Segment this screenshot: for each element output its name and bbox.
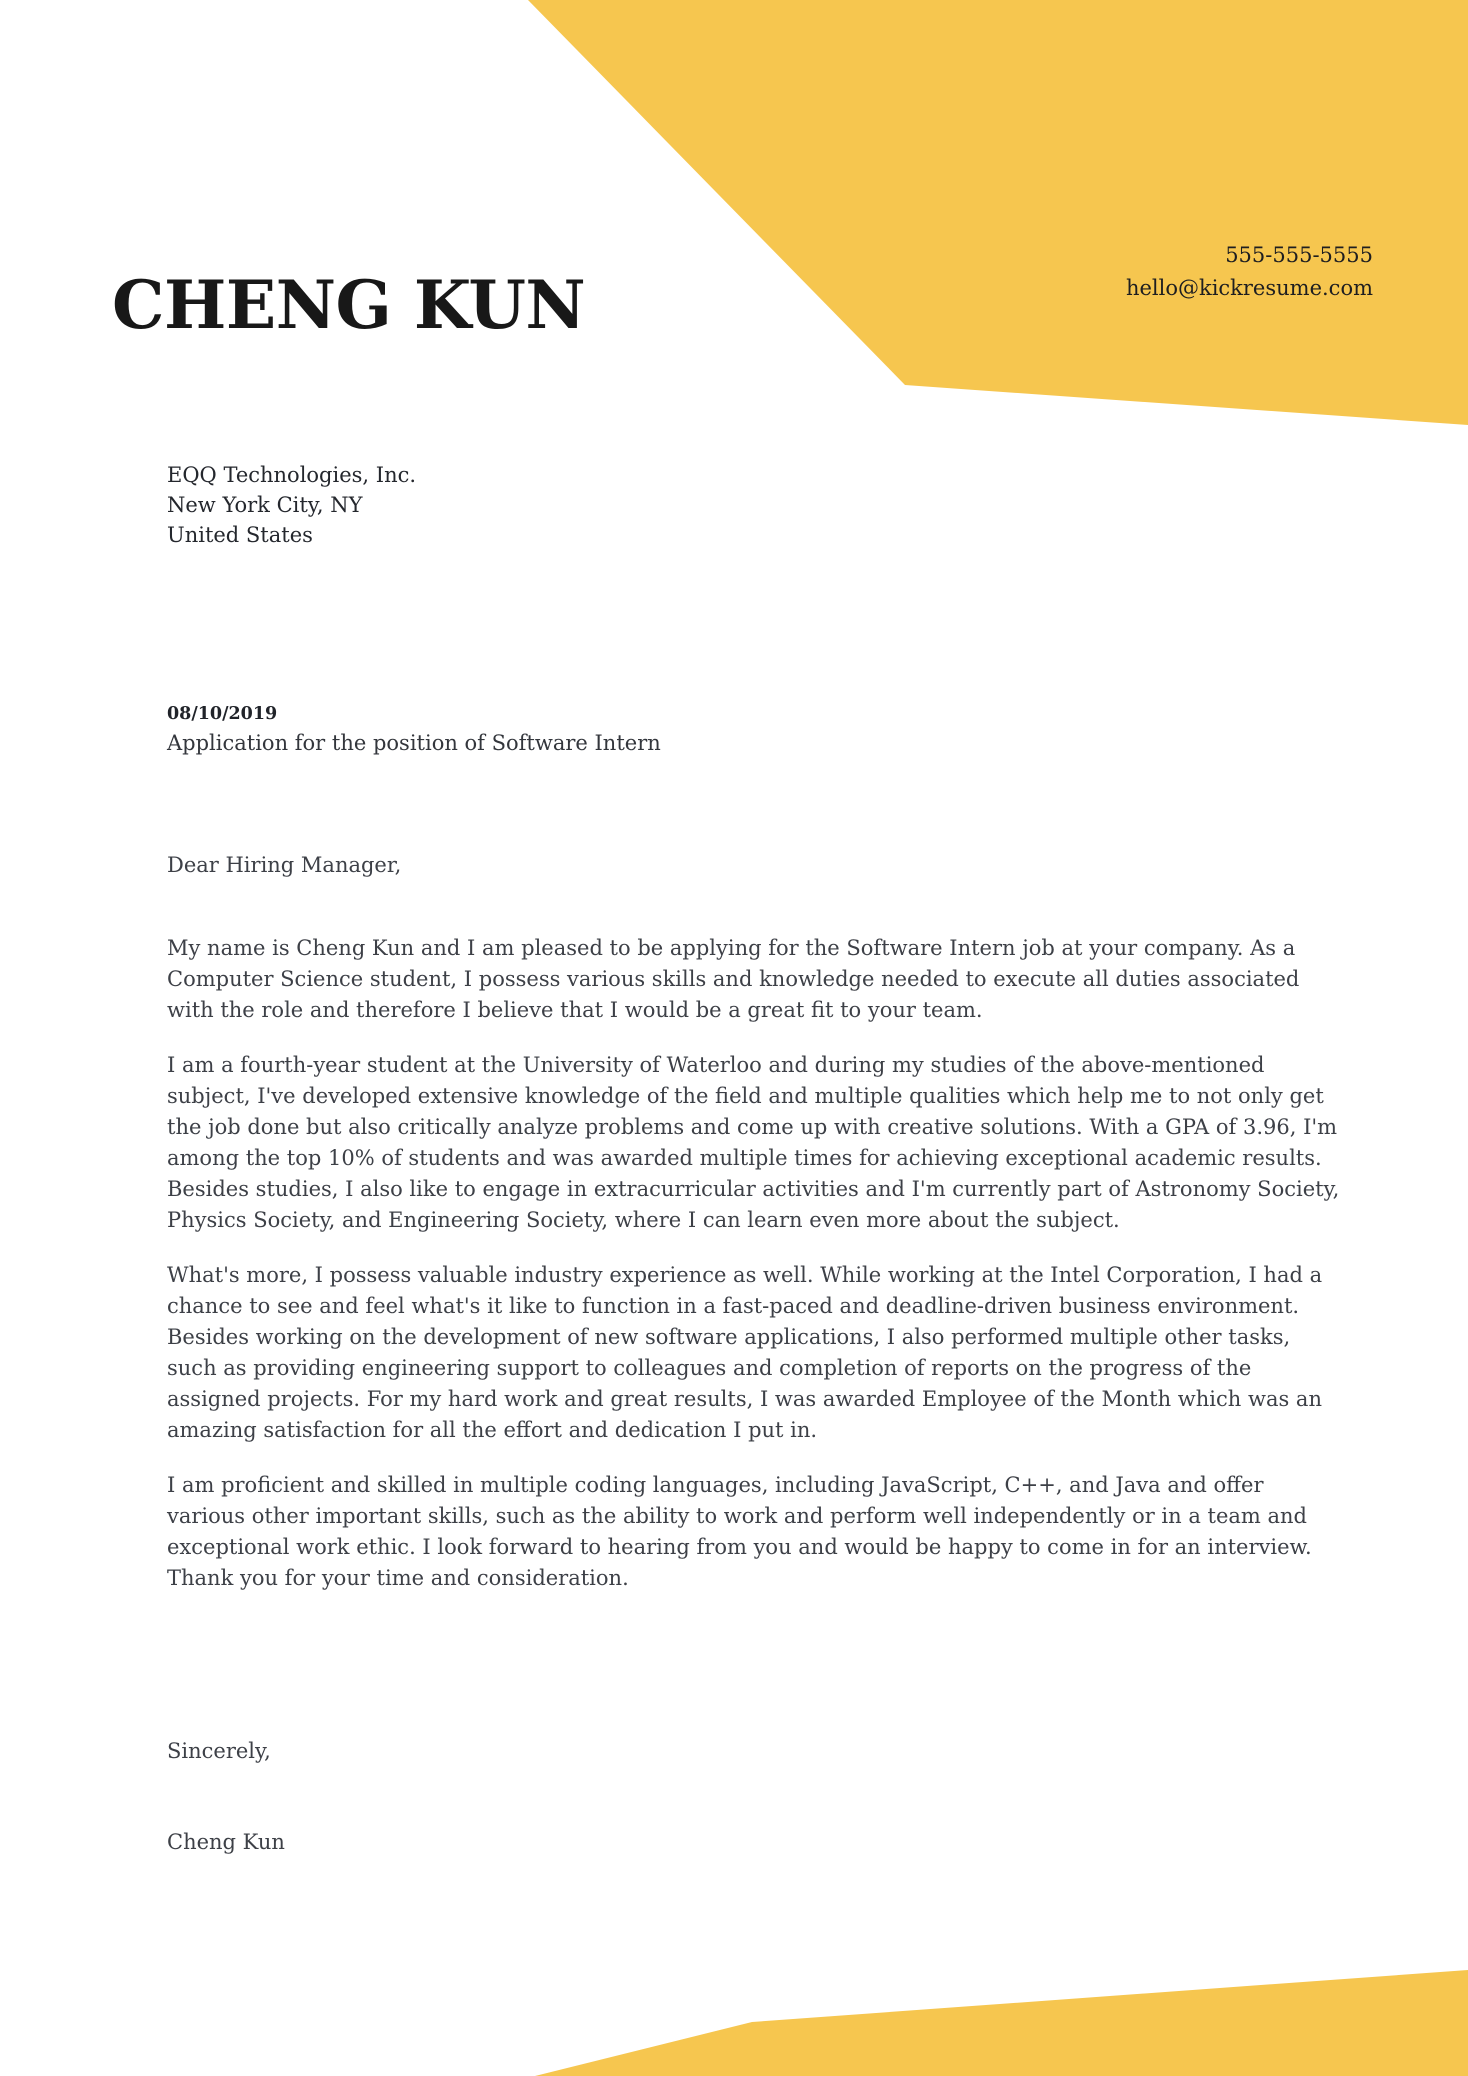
contact-block [1126,239,1373,305]
top-accent-shape [528,0,1468,425]
letter-paragraph: I am a fourth-year student at the University of Waterloo and during my studies of the above-mentioned subject, I've developed extensive knowledge of the field and multiple qualities which help me to not only get the job done but also critically analyze problems and come up with creative solutions. With a GPA of 3.96, I'm among the top 10% of students and was awarded multiple times for achieving exceptional academic results. Besides studies, I also like to engage in extracurricular activities and I'm currently part of Astronomy Society, Physics Society, and Engineering Society, where I can learn even more about the subject. [167,1053,1340,1232]
recipient-country: United States [167,523,313,547]
letter-subject: Application for the position of Software Intern [167,731,661,755]
contact-email: hello@kickresume.com [1125,276,1373,300]
letter-paragraph: My name is Cheng Kun and I am pleased to be applying for the Software Intern job at your company. As a Computer Science student, I possess various skills and knowledge needed to execute all duties associated with the role and therefore I believe that I would be a great fit to your team. [167,936,1300,1022]
recipient-company: EQQ Technologies, Inc. [167,463,417,487]
bottom-accent-shape [535,1970,1468,2076]
recipient-city: New York City, NY [167,493,363,517]
letter-date: 08/10/2019 [167,704,278,724]
letter-greeting: Dear Hiring Manager, [167,853,402,877]
recipient-address [167,460,416,550]
letter-body [167,933,1342,1618]
letter-paragraph: What's more, I possess valuable industry experience as well. While working at the Intel Corporation, I had a chance to see and feel what's it like to function in a fast-paced and deadline-driven business environment. Besides working on the development of new software applications, I also performed multiple other tasks, such as providing engineering support to colleagues and completion of reports on the progress of the assigned projects. For my hard work and great results, I was awarded Employee of the Month which was an amazing satisfaction for all the effort and dedication I put in. [167,1263,1323,1442]
letter-signature: Cheng Kun [167,1830,285,1854]
letter-closing: Sincerely, [167,1739,271,1763]
contact-phone: 555-555-5555 [1225,243,1373,267]
letter-paragraph: I am proficient and skilled in multiple coding languages, including JavaScript, C++, and Java and offer various other important skills, such as the ability to work and perform well independently or in a team and exceptional work ethic. I look forward to hearing from you and would be happy to come in for an interview. Thank you for your time and consideration. [167,1473,1312,1590]
applicant-name: CHENG KUN [112,266,586,345]
